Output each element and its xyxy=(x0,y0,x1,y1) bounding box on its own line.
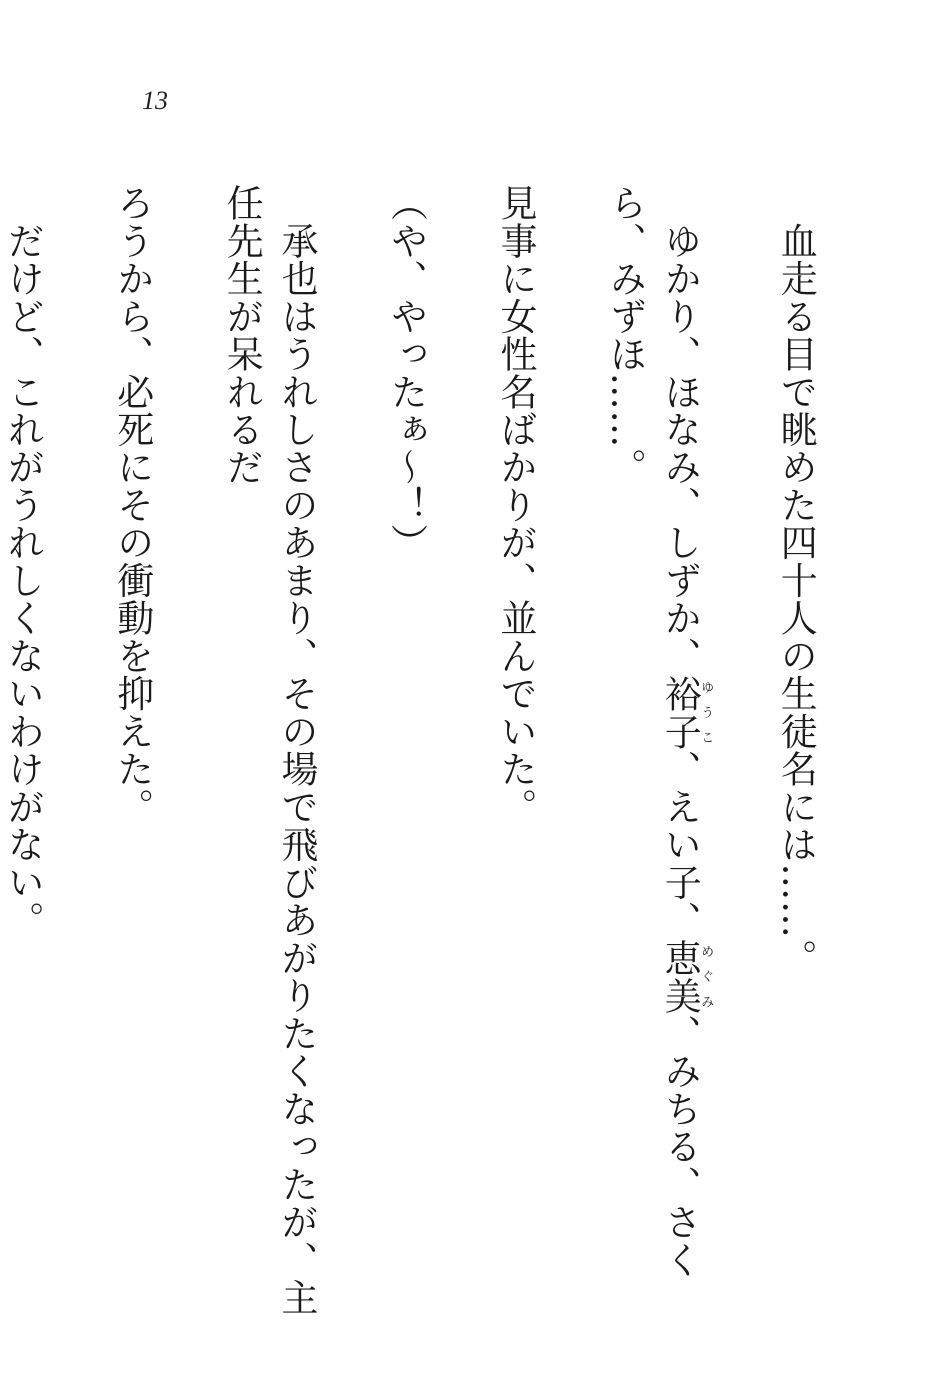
body-text xyxy=(1,184,877,1334)
text-line: ゆかり、ほなみ、しずか、裕子ゆうこ、えい子、恵美めぐみ、みちる、さくら、みずほ……。 xyxy=(603,184,714,1279)
text-line: 見事に女性名ばかりが、並んでいた。 xyxy=(494,184,537,826)
text-line: だけど、これがうれしくないわけがない。 xyxy=(1,184,45,939)
text-line: （や、やったぁ〜！） xyxy=(384,184,428,562)
page-number: 13 xyxy=(142,86,168,115)
text-line: 承也はうれしさのあまり、その場で飛びあがりたくなったが、主任先生が呆れるだ xyxy=(220,184,318,1317)
text-line: 血走る目で眺めた四十人の生徒名には……。 xyxy=(774,184,818,977)
text-line: ろうから、必死にその衝動を抑えた。 xyxy=(110,184,154,826)
